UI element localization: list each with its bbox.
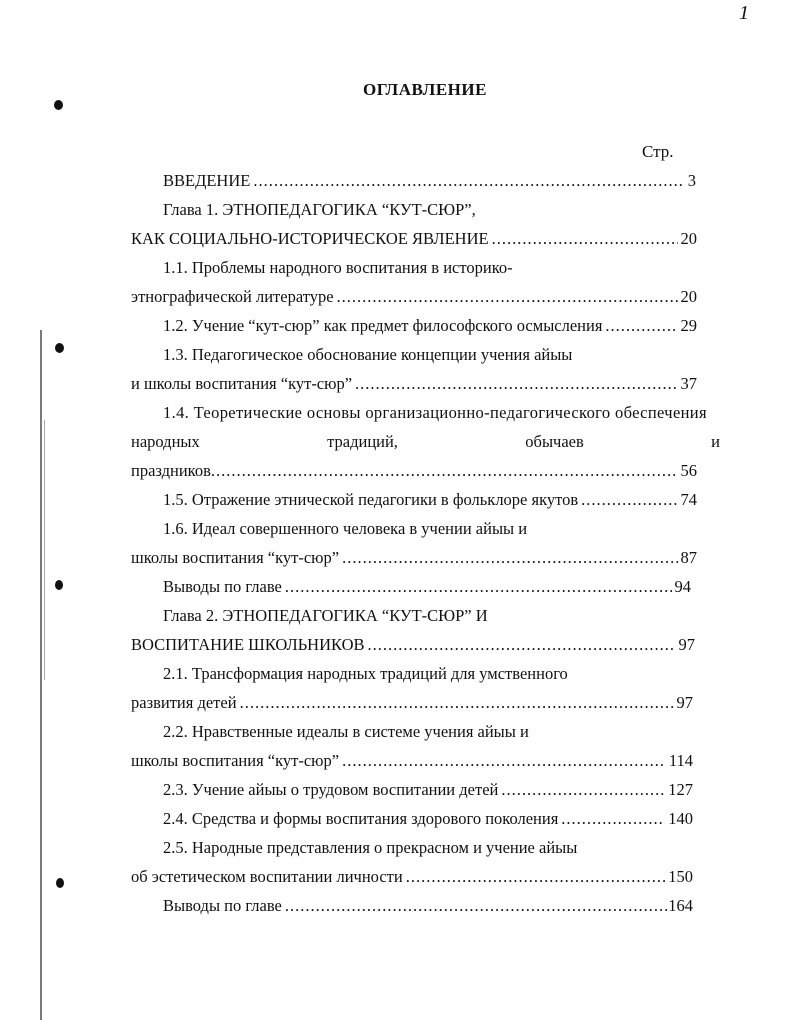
toc-entry-page: 37 xyxy=(680,374,697,393)
dot-leader xyxy=(211,461,678,481)
dot-leader xyxy=(561,809,665,829)
dot-leader xyxy=(253,171,684,191)
toc-entry-title: и школы воспитания “кут-сюр” xyxy=(131,374,353,393)
toc-entry-title: Выводы по главе xyxy=(163,896,282,915)
toc-chapter-2-title: Глава 2. ЭТНОПЕДАГОГИКА “КУТ-СЮР” И xyxy=(163,606,488,625)
toc-section-1-3 xyxy=(131,374,697,394)
toc-entry-page: 74 xyxy=(680,490,697,509)
toc-entry-page: 114 xyxy=(668,751,693,770)
toc-entry-page: 94 xyxy=(674,577,691,596)
toc-section-2-1 xyxy=(131,693,693,713)
toc-entry-page: 87 xyxy=(680,548,697,567)
dot-leader xyxy=(240,693,674,713)
toc-entry-title: развития детей xyxy=(131,693,237,712)
toc-entry-page: 164 xyxy=(668,896,693,915)
toc-word: традиций, xyxy=(327,432,398,451)
toc-section-1-5 xyxy=(163,490,697,510)
dot-leader xyxy=(355,374,677,394)
toc-section-1-4-title-cont xyxy=(131,432,720,452)
page-column-label: Стр. xyxy=(642,142,674,161)
toc-section-2-4 xyxy=(163,809,693,829)
scan-mark xyxy=(54,100,63,110)
toc-entry-page: 127 xyxy=(668,780,693,799)
dot-leader xyxy=(285,896,668,916)
toc-chapter-2-conclusions xyxy=(163,896,693,916)
toc-section-1-4-title: 1.4. Теоретические основы организационно-педагогического обеспечения xyxy=(163,403,707,422)
toc-entry-page: 20 xyxy=(680,229,697,248)
toc-entry-introduction xyxy=(163,171,696,191)
toc-entry-title: 1.5. Отражение этнической педагогики в фольклоре якутов xyxy=(163,490,579,509)
toc-entry-page: 29 xyxy=(680,316,697,335)
toc-chapter-2 xyxy=(131,635,695,655)
toc-section-2-5-title: 2.5. Народные представления о прекрасном и учение айыы xyxy=(163,838,578,857)
toc-section-2-3 xyxy=(163,780,693,800)
toc-word: и xyxy=(711,432,720,451)
dot-leader xyxy=(337,287,678,307)
dot-leader xyxy=(492,229,678,249)
toc-entry-title: КАК СОЦИАЛЬНО-ИСТОРИЧЕСКОЕ ЯВЛЕНИЕ xyxy=(131,229,489,248)
toc-section-2-1-title: 2.1. Трансформация народных традиций для умственного xyxy=(163,664,568,683)
toc-section-2-5 xyxy=(131,867,693,887)
toc-section-1-1-title: 1.1. Проблемы народного воспитания в историко- xyxy=(163,258,513,277)
dot-leader xyxy=(406,867,666,887)
toc-heading: ОГЛАВЛЕНИЕ xyxy=(363,80,487,99)
toc-chapter-1-title: Глава 1. ЭТНОПЕДАГОГИКА “КУТ-СЮР”, xyxy=(163,200,476,219)
scan-edge-line xyxy=(44,420,45,680)
toc-entry-title: школы воспитания “кут-сюр” xyxy=(131,751,340,770)
toc-section-1-3-title: 1.3. Педагогическое обоснование концепции учения айыы xyxy=(163,345,573,364)
dot-leader xyxy=(342,548,677,568)
toc-word: народных xyxy=(131,432,200,451)
toc-section-1-2 xyxy=(163,316,697,336)
toc-entry-page: 20 xyxy=(680,287,697,306)
toc-section-1-6 xyxy=(131,548,697,568)
toc-chapter-1-conclusions xyxy=(163,577,691,597)
toc-section-1-4 xyxy=(131,461,697,481)
scan-mark xyxy=(56,878,64,888)
toc-entry-page: 97 xyxy=(678,635,695,654)
toc-entry-page: 150 xyxy=(668,867,693,886)
toc-entry-title: школы воспитания “кут-сюр” xyxy=(131,548,340,567)
toc-entry-page: 97 xyxy=(676,693,693,712)
dot-leader xyxy=(368,635,676,655)
scan-mark xyxy=(55,343,64,353)
dot-leader xyxy=(581,490,677,510)
toc-entry-title: 1.2. Учение “кут-сюр” как предмет философского осмысления xyxy=(163,316,603,335)
toc-entry-page: 140 xyxy=(668,809,693,828)
toc-entry-title: ВВЕДЕНИЕ xyxy=(163,171,251,190)
toc-section-2-2-title: 2.2. Нравственные идеалы в системе учения айыы и xyxy=(163,722,529,741)
toc-section-1-6-title: 1.6. Идеал совершенного человека в учении айыы и xyxy=(163,519,528,538)
toc-entry-page: 3 xyxy=(687,171,696,190)
dot-leader xyxy=(501,780,665,800)
scan-edge-line xyxy=(40,330,42,1020)
toc-chapter-1 xyxy=(131,229,697,249)
toc-entry-title: праздников xyxy=(131,461,211,480)
dot-leader xyxy=(605,316,677,336)
toc-word: обычаев xyxy=(525,432,584,451)
toc-entry-title: 2.4. Средства и формы воспитания здорового поколения xyxy=(163,809,559,828)
page-number: 1 xyxy=(739,2,749,24)
toc-entry-title: 2.3. Учение айыы о трудовом воспитании детей xyxy=(163,780,499,799)
toc-section-2-2 xyxy=(131,751,693,771)
toc-section-1-1 xyxy=(131,287,697,307)
toc-entry-title: Выводы по главе xyxy=(163,577,282,596)
scan-mark xyxy=(55,580,63,590)
dot-leader xyxy=(342,751,666,771)
toc-entry-title: этнографической литературе xyxy=(131,287,334,306)
toc-entry-title: ВОСПИТАНИЕ ШКОЛЬНИКОВ xyxy=(131,635,365,654)
toc-entry-page: 56 xyxy=(680,461,697,480)
toc-entry-title: об эстетическом воспитании личности xyxy=(131,867,403,886)
dot-leader xyxy=(285,577,672,597)
